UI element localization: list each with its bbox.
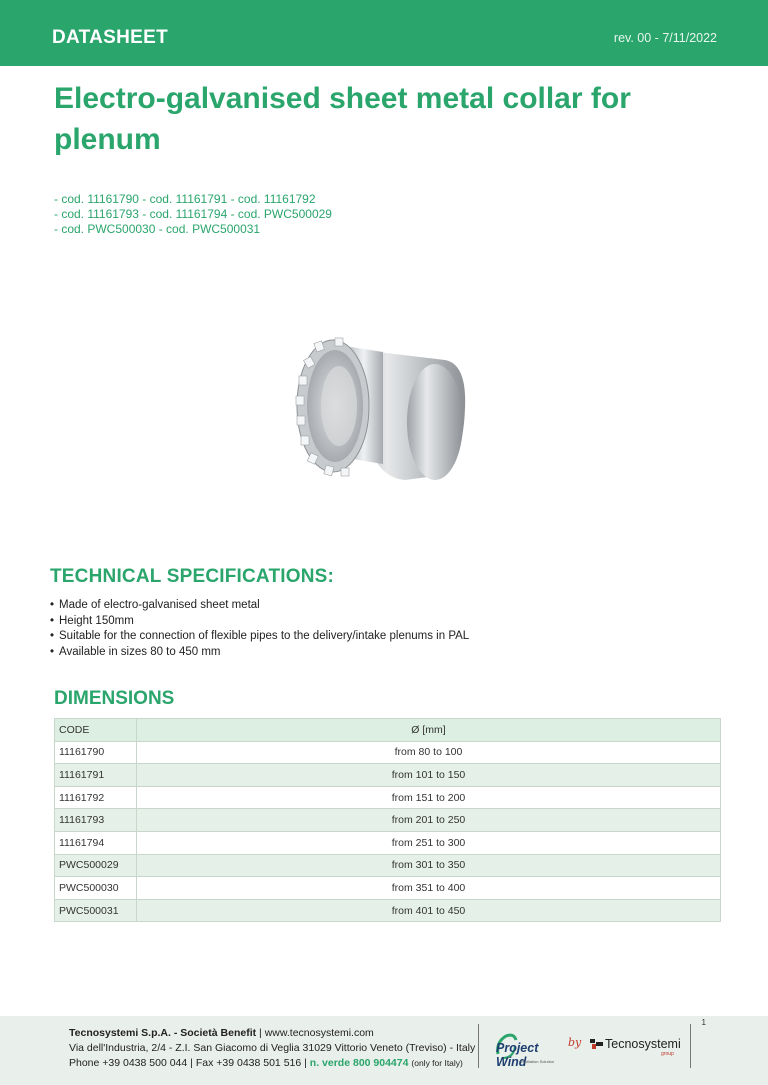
dimensions-heading: DIMENSIONS xyxy=(54,688,175,709)
divider xyxy=(478,1024,479,1068)
row-code: 11161793 xyxy=(55,809,137,832)
footer xyxy=(0,1016,768,1085)
row-code: PWC500030 xyxy=(55,877,137,900)
website-link[interactable]: www.tecnosystemi.com xyxy=(264,1027,374,1039)
phone-number: Phone +39 0438 500 044 xyxy=(69,1057,188,1069)
company-info: Tecnosystemi S.p.A. - Società Benefit | www.tecnosystemi.com Via dell'Industria, 2/4 - Z.I. San Giacomo di Veglia 31029 Vittorio Veneto (Treviso) - Italy Phone +39 0438 500 044 | Fax +39 0438 501 516 | n. verde 800 904474 (only for Italy) xyxy=(69,1027,476,1069)
row-diameter: from 351 to 400 xyxy=(137,877,721,900)
row-code: 11161794 xyxy=(55,831,137,854)
row-code: 11161790 xyxy=(55,741,137,764)
table-row xyxy=(55,786,721,809)
group-text: group xyxy=(661,1051,674,1057)
table-header-row xyxy=(55,719,721,742)
table-row xyxy=(55,809,721,832)
row-diameter: from 101 to 150 xyxy=(137,764,721,787)
by-text: by xyxy=(568,1036,582,1049)
project-wind-subtitle: Ventilation Solution xyxy=(520,1059,555,1064)
code-line: - cod. PWC500030 - cod. PWC500031 xyxy=(54,222,261,236)
table-row xyxy=(55,741,721,764)
page-title: Electro-galvanised sheet metal collar for plenum xyxy=(54,82,631,156)
tecnosystemi-logo xyxy=(590,1037,681,1057)
row-code: PWC500031 xyxy=(55,899,137,922)
row-diameter: from 301 to 350 xyxy=(137,854,721,877)
project-wind-logo xyxy=(486,1032,566,1068)
product-codes xyxy=(54,192,332,237)
divider xyxy=(690,1024,691,1068)
company-name: Tecnosystemi S.p.A. - Società Benefit xyxy=(69,1027,257,1039)
table-row xyxy=(55,877,721,900)
table-row xyxy=(55,764,721,787)
row-diameter: from 151 to 200 xyxy=(137,786,721,809)
product-image xyxy=(285,318,475,488)
company-address: Via dell'Industria, 2/4 - Z.I. San Giacomo di Veglia 31029 Vittorio Veneto (Treviso) - Italy xyxy=(69,1042,476,1054)
tecnosystemi-mark-icon xyxy=(590,1039,603,1049)
row-diameter: from 80 to 100 xyxy=(137,741,721,764)
spec-item: • Made of electro-galvanised sheet metal xyxy=(50,598,469,614)
table-row xyxy=(55,899,721,922)
spec-item: • Available in sizes 80 to 450 mm xyxy=(50,645,469,661)
row-diameter: from 401 to 450 xyxy=(137,899,721,922)
toll-free-note: (only for Italy) xyxy=(411,1058,463,1068)
toll-free-number: n. verde 800 904474 xyxy=(309,1057,409,1069)
table-row xyxy=(55,831,721,854)
tecnosystemi-text: Tecnosystemi xyxy=(605,1037,681,1051)
dimensions-table xyxy=(54,718,721,922)
row-code: 11161792 xyxy=(55,786,137,809)
column-header-diameter: Ø [mm] xyxy=(137,719,721,742)
fax-number: Fax +39 0438 501 516 xyxy=(195,1057,302,1069)
row-code: 11161791 xyxy=(55,764,137,787)
row-diameter: from 201 to 250 xyxy=(137,809,721,832)
spec-item: • Height 150mm xyxy=(50,614,469,630)
spec-item: • Suitable for the connection of flexible pipes to the delivery/intake plenums in PAL xyxy=(50,629,469,645)
specifications-list xyxy=(50,598,469,660)
header-bar xyxy=(0,0,768,66)
table-row xyxy=(55,854,721,877)
code-line: - cod. 11161790 - cod. 11161791 - cod. 11161792 xyxy=(54,192,316,206)
row-diameter: from 251 to 300 xyxy=(137,831,721,854)
revision-date: rev. 00 - 7/11/2022 xyxy=(613,31,717,45)
code-line: - cod. 11161793 - cod. 11161794 - cod. PWC500029 xyxy=(54,207,332,221)
project-wind-text: Project Wind xyxy=(496,1041,539,1069)
row-code: PWC500029 xyxy=(55,854,137,877)
technical-specifications-heading: TECHNICAL SPECIFICATIONS: xyxy=(50,566,335,587)
datasheet-label: DATASHEET xyxy=(52,27,168,48)
column-header-code: CODE xyxy=(55,719,137,742)
page-number: 1 xyxy=(701,1018,706,1027)
